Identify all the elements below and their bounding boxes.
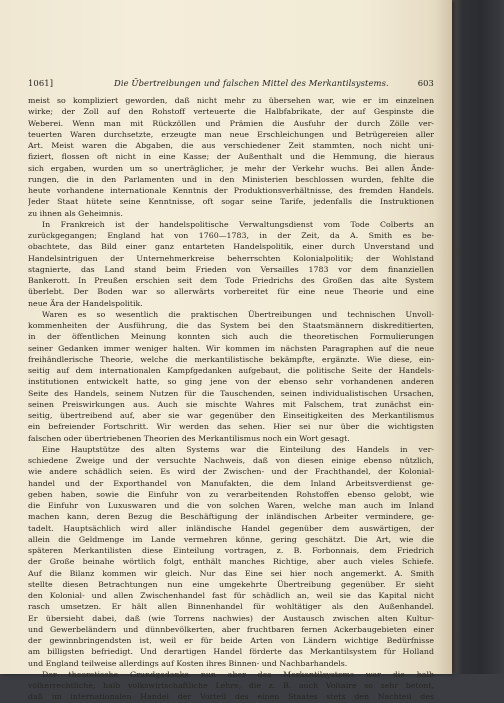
text-line: kommenheiten der Ausführung, die das System bei den Staatsmännern diskreditierten, bbox=[28, 321, 434, 330]
text-line: Jeder Staat hütete seine Kenntnisse, oft sogar seine Tarife, jedenfalls die Instruktionen bbox=[28, 197, 434, 207]
text-line: seitig auf dem internationalen Kampfgedanken aufgebaut, die politische Seite der Handels- bbox=[28, 366, 434, 375]
text-line: Seite des Handels, seinem Nutzen für die Tauschenden, seinen individualistischen Ursachen, bbox=[28, 388, 434, 398]
book-binding bbox=[448, 0, 504, 674]
text-line: meist so kompliziert geworden, daß nicht mehr zu übersehen war, wie er im einzelnen bbox=[28, 96, 434, 105]
text-line: die Einfuhr von Luxuswaren und die von solchen Waren, welche man auch im Inland bbox=[28, 501, 434, 510]
text-line: seiner Gedanken immer weniger halten. Wir kommen im nächsten Paragraphen auf die neue bbox=[28, 343, 434, 353]
text-line: am billigsten befriedigt. Und derartigen Handel förderte das Merkantilsystem für Holland bbox=[28, 647, 434, 657]
text-line: Handelsintriguen der Unternehmerkreise beherrschten Kolonialpolitik; der Wohlstand bbox=[28, 253, 434, 263]
text-line: späteren Merkantilisten diese Einteilung vortragen, z. B. Forbonnais, dem Friedrich bbox=[28, 546, 434, 555]
text-line: schiedene Zweige und der versuchte Nachweis, daß von diesen einige ebenso nützlich, bbox=[28, 456, 434, 465]
text-line: seinen Preiswirkungen aus. Auch sie mischte Wahres mit Falschem, trat zunächst ein- bbox=[28, 399, 434, 409]
text-line: Weberei. Wenn man mit Rückzöllen und Prämien die Ausfuhr der durch Zölle ver- bbox=[28, 118, 434, 128]
text-line: den Kolonial- und allen Zwischenhandel fast für schädlich an, weil sie das Kapital nicht bbox=[28, 591, 434, 600]
text-line: Bankerott. In Preußen erschien seit dem Tode Friedrichs des Großen das alte System bbox=[28, 276, 434, 285]
text-line: und Gewerbeländern und dünnbevölkerten, aber fruchtbaren fernen Ackerbaugebieten einer bbox=[28, 624, 434, 634]
text-line: freihändlerische Theorie, welche die merkantilistische bekämpfte, ergänzte. Wie diese, ein- bbox=[28, 354, 434, 364]
text-line: daß im internationalen Handel der Vorteil des einen Staates stets den Nachteil des bbox=[28, 692, 434, 702]
text-line: handel und der Exporthandel von Manufakten, die dem Inland Arbeitsverdienst ge- bbox=[28, 478, 434, 488]
text-line: rungen, die in den Parlamenten und in den Ministerien beschlossen wurden, fehlte die bbox=[28, 174, 434, 184]
text-line: der gewinnbringendsten ist, weil er für beide Arten von Ländern wichtige Bedürfnisse bbox=[28, 636, 434, 645]
text-line: seitig, übertreibend auf, aber sie war gegenüber den Einseitigkeiten des Merkantilismus bbox=[28, 411, 434, 420]
text-line: zu ihnen als Geheimnis. bbox=[28, 208, 123, 218]
text-line: fiziert, flossen oft nicht in eine Kasse; der Außenthalt und die Hemmung, die hieraus bbox=[28, 152, 434, 162]
text-line: Der theoretische Grundgedanke nun aber des Merkantilsystems war die halb bbox=[42, 669, 434, 679]
text-line: überlebt. Der Boden war so allerwärts vorbereitet für eine neue Theorie und eine bbox=[28, 287, 434, 297]
text-line: völkerrechtliche, halb volkswirtschaftliche Lehre, die z. B. auch Voltaire so sehr betont, bbox=[28, 681, 434, 690]
text-line: Eine Hauptstütze des alten Systems war die Einteilung des Handels in ver- bbox=[42, 444, 434, 454]
text-line: Er übersieht dabei, daß (wie Torrens nachwies) der Austausch zwischen alten Kultur- bbox=[28, 613, 434, 623]
text-line: in der öffentlichen Meinung konnten sich auch die theoretischen Formulierungen bbox=[28, 332, 434, 342]
running-header bbox=[28, 78, 434, 90]
text-line: Art. Meist waren die Abgaben, die aus verschiedener Zeit stammten, noch nicht uni- bbox=[28, 141, 434, 150]
text-line: geben haben, sowie die Einfuhr von zu verarbeitenden Rohstoffen ebenso gelobt, wie bbox=[28, 489, 434, 499]
text-line: wie andere schädlich seien. Es wird der Zwischen- und der Frachthandel, der Kolonial- bbox=[28, 467, 434, 477]
page-body-text bbox=[28, 95, 434, 703]
text-line: ein befreiender Fortschritt. Wir werden das sehen. Hier sei nur über die wichtigsten bbox=[28, 422, 434, 432]
running-title: Die Übertreibungen und falschen Mittel des Merkantilsystems. bbox=[114, 78, 389, 88]
text-line: zurückgegangen; England hat von 1760—1783, in der Zeit, da A. Smith es be- bbox=[28, 231, 434, 240]
text-line: allein die Geldmenge im Lande vermehren könne, gering geschätzt. Die Art, wie die bbox=[28, 534, 434, 544]
text-line: In Frankreich ist der handelspolitische Verwaltungsdienst vom Tode Colberts an bbox=[42, 219, 434, 229]
page-number: 603 bbox=[417, 78, 434, 88]
text-line: rasch umsetzen. Er hält allen Binnenhandel für wohltätiger als den Außenhandel. bbox=[28, 602, 434, 612]
text-line: wirke; der Zoll auf den Rohstoff verteuerte die Halbfabrikate, der auf Gespinste die bbox=[28, 107, 434, 117]
text-line: stagnierte, das Land stand beim Frieden von Versailles 1783 vor dem finanziellen bbox=[28, 264, 434, 274]
text-line: institutionen entwickelt hatte, so ging jene von der ebenso sehr vorhandenen anderen bbox=[28, 377, 434, 387]
text-line: falschen oder übertriebenen Theorien des Merkantilismus noch ein Wort gesagt. bbox=[28, 433, 350, 443]
text-line: stellte diesen Betrachtungen nun eine umgekehrte Übertreibung gegenüber. Er sieht bbox=[28, 579, 434, 589]
text-line: neue Ära der Handelspolitik. bbox=[28, 298, 143, 308]
text-line: teuerten Waren durchsetzte, erzeugte man neue Erschleichungen und Betrügereien aller bbox=[28, 129, 434, 139]
text-line: Waren es so wesentlich die praktischen Übertreibungen und technischen Unvoll- bbox=[42, 309, 434, 319]
text-line: machen kann, deren Bezug die Beschäftigung der inländischen Arbeiter vermindere, ge- bbox=[28, 512, 434, 522]
text-line: und England teilweise allerdings auf Kosten ihres Binnen- und Nachbarhandels. bbox=[28, 658, 348, 668]
text-line: heute vorhandene internationale Kenntnis der Produktionsverhältnisse, des fremden Handels. bbox=[28, 186, 434, 195]
text-line: der Große beinahe wörtlich folgt, enthält manches Richtige, aber auch vieles Schiefe. bbox=[28, 557, 434, 567]
text-line: obachtete, das Bild einer ganz entarteten Handelspolitik, einer durch Unverstand und bbox=[28, 242, 434, 252]
section-number: 1061] bbox=[28, 78, 54, 88]
text-line: sich ergaben, wurden um so unerträglicher, je mehr der Verkehr wuchs. Bei allen Ände- bbox=[28, 163, 434, 173]
text-line: Auf die Bilanz kommen wir gleich. Nur das Eine sei hier noch angemerkt. A. Smith bbox=[28, 568, 434, 578]
text-line: tadelt. Hauptsächlich wird aller inländische Handel gegenüber dem auswärtigen, der bbox=[28, 523, 434, 533]
